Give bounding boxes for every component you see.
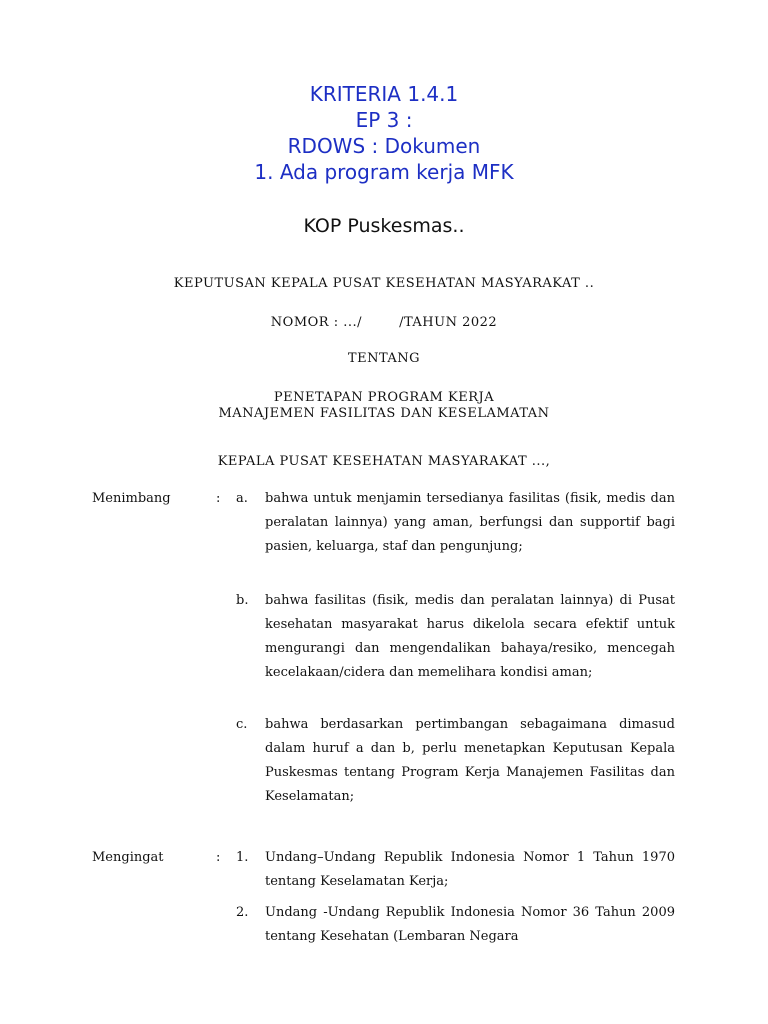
criteria-heading: KRITERIA 1.4.1 <box>309 82 459 106</box>
menimbang-item-c: bahwa berdasarkan pertimbangan sebagaimana dimasud dalam huruf a dan b, perlu menetapkan Keputusan Kepala Puskesmas tentang Program Kerja Manajemen Fasilitas dan Keselamatan; <box>265 717 675 804</box>
mengingat-item-1: Undang–Undang Republik Indonesia Nomor 1 Tahun 1970 tentang Keselamatan Kerja; <box>265 850 675 889</box>
decree-number: NOMOR : .../ /TAHUN 2022 <box>270 315 498 330</box>
menimbang-marker-a: a. <box>236 491 248 506</box>
decree-subject-line1: PENETAPAN PROGRAM KERJA <box>273 390 495 405</box>
menimbang-item-a: bahwa untuk menjamin tersedianya fasilitas (fisik, medis dan peralatan lainnya) yang aman, berfungsi dan supportif bagi pasien, keluarga, staf dan pengunjung; <box>265 491 675 554</box>
menimbang-marker-b: b. <box>236 593 249 608</box>
menimbang-label: Menimbang <box>92 491 171 506</box>
decree-subject-line2: MANAJEMEN FASILITAS DAN KESELAMATAN <box>218 406 550 421</box>
menimbang-colon: : <box>216 491 221 506</box>
mengingat-marker-1: 1. <box>236 850 249 865</box>
decree-tentang: TENTANG <box>347 351 421 366</box>
rdows-heading: RDOWS : Dokumen <box>287 134 481 158</box>
menimbang-marker-c: c. <box>236 717 248 732</box>
decree-title: KEPUTUSAN KEPALA PUSAT KESEHATAN MASYARAKAT .. <box>173 276 595 291</box>
mengingat-marker-2: 2. <box>236 905 249 920</box>
ep-heading: EP 3 : <box>355 108 413 132</box>
mengingat-colon: : <box>216 850 221 865</box>
program-heading: 1. Ada program kerja MFK <box>254 160 514 184</box>
mengingat-label: Mengingat <box>92 850 164 865</box>
menimbang-item-b: bahwa fasilitas (fisik, medis dan peralatan lainnya) di Pusat kesehatan masyarakat harus dikelola secara efektif untuk mengurangi dan mengendalikan bahaya/resiko, mencegah kecelakaan/cidera dan memelihara kondisi aman; <box>265 593 675 680</box>
kop-placeholder: KOP Puskesmas.. <box>303 215 465 237</box>
decree-authority: KEPALA PUSAT KESEHATAN MASYARAKAT ..., <box>217 454 551 469</box>
mengingat-item-2: Undang -Undang Republik Indonesia Nomor 36 Tahun 2009 tentang Kesehatan (Lembaran Negara <box>265 905 675 944</box>
